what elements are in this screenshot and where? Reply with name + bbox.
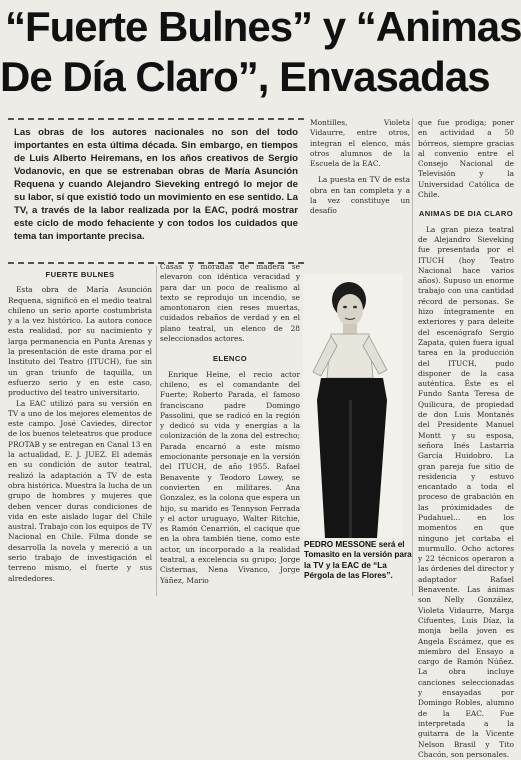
headline <box>0 0 521 120</box>
column-fuerte-bulnes <box>8 266 152 600</box>
headline-line-2: De Día Claro”, Envasadas <box>0 53 490 100</box>
lead-box <box>8 118 304 264</box>
photo-pedro-messone <box>303 274 403 538</box>
photo-caption: PEDRO MESSONE será el Tomasito en la versión para la TV y la EAC de “La Pérgola de las Flores”. <box>304 540 412 581</box>
paragraph: La puesta en TV de esta obra en tan completa y a la vez constituye un desafío <box>310 175 410 216</box>
column-divider <box>412 118 413 596</box>
paragraph: Esta obra de María Asunción Requena, significó en el medio teatral chileno un serio aporte costumbrista y a la vez histórico. La autora conoce esta realidad, por su nacimiento y larga permanencia en Punta Arenas y la presentación de este drama por el Instituto del Teatro (ITUCH), fue sin un gran triunfo de taquilla, un esfuerzo serio y en este caso, productivo del teatro universitario. <box>8 285 152 398</box>
actor-portrait-image <box>303 274 403 538</box>
column-divider <box>156 266 157 596</box>
section-heading-fuerte-bulnes: FUERTE BULNES <box>45 270 115 279</box>
section-heading-elenco: ELENCO <box>212 354 248 364</box>
section-heading-animas: ANIMAS DE DIA CLARO <box>418 209 514 219</box>
paragraph: La gran pieza teatral de Alejandro Sieveking fue presentada por el ITUCH (hoy Teatro Nacional hace varios años). Supuso un enorme trabajo con una cantidad récord de personas. Se hizo íntegramente en exteriores y para deleite del escenógrafo Sergio Zapata, quien fuera igual tarea en la producción del ITUCH, pudo disponer de la casa auténtica. Éste es el Fundo Santa Teresa de Quilicura, de propiedad de don Luis Montanés del Presidente Manuel Montt y su esposa, señora Inés Lastarria García Huidobro. La gran pareja fue sitio de residencia y estuvo encantado a toda el proceso de grabación en las próximidades de Pudahuel... en los momentos en que ninguno jet cortaba el murmullo. Ocho actores y 22 técnicos operaron a las órdenes del director y adaptador Rafael Benavente. Las ánimas son Nelly González, Violeta Vidaurre, Marga Cifuentes, Luis Díaz, la monja bella joven es Angela Escámez, que es miembro del Ensayo a cargo de Ramón Núñez. La obra incluye canciones seleccionadas y ensayadas por Domingo Robles, alumno de la EAC. Fue interpretada a la guitarra de la Vicente Nelson Brasil y Tito Chacón, son personales. <box>418 224 514 759</box>
column-elenco <box>160 262 300 600</box>
paragraph: La EAC utilizó para su versión en TV a uno de los mejores elementos de este campo. José Caviedes, director de los buenos teleteatros que produce PROTAB y se entregan en Canal 13 en la actualidad, E. J. JUEZ. El además en su condición de autor teatral, realizó la adaptación a TV de esta obra histórica. Muestra la lucha de un grupo de hombres y mujeres que deben vencer duras condiciones de vida en este aislado lugar del Chile austral. Trabajo con los equipos de TV Nacional en Chile. Filma donde se desarrolla la novela y mereció a un serio trabajo de investigación el terreno mismo, el fuerte y sus alrededores. <box>8 398 152 583</box>
column-animas <box>418 118 514 759</box>
paragraph: Montilles, Violeta Vidaurre, entre otros, integran el elenco, más otros alumnos de la Escuela de la EAC. <box>310 118 410 169</box>
lead-paragraph: Las obras de los autores nacionales no son del todo importantes en esta última década. Sin embargo, en tiempos de Luis Alberto Heiremans, en los años creativos de Sergio Vodanovic, en que se estrenaban obras de María Asunción Requena y cuando Alejandro Sieveking entregó lo mejor de su labor, sí que existió todo un movimiento en ese sentido. La TV, a través de la labor realizada por la EAC, podrá mostrar este ciclo de modo fehaciente y con todos los cuidados que tema tan importante precisa. <box>14 127 298 242</box>
column-continued <box>310 118 410 268</box>
paragraph: Casas y moradas de madera se elevaron con idéntica veracidad y para dar un poco de realismo al texto se reprodujo un incendio, se amontonaron cien reses muertas, cuidados rebaños de verdad y en el plano teatral, un elenco de 28 seleccionados actores. <box>160 262 300 344</box>
headline-line-1: “Fuerte Bulnes” y “Animas <box>5 3 521 50</box>
paragraph: Enrique Heine, el recio actor chileno, es el comandante del Fuerte; Roberto Parada, el famoso franciscano padre Domingo Passolini, que se radicó en la región y dedicó su vida y energías a la colonización de la zona del estrecho; Parada encarnó a este mismo emocionante personaje en la versión del ITUCH, de año 1955. Rafael Benavente y Teodoro Lowey, se convierten en militares. Ana Gonzalez, es la colona que espera un hijo, su marido es Tennyson Ferrada y el actor uruguayo, Walter Ritchie, es Ramón Cenarrión, el cacique que en la obra también tiene, como este actor, un incorporado a la realidad teatral, a excelencia su grupo; Jorge Cisternas, Nena Vivanco, Jorge Yáñez, Mario <box>160 369 300 585</box>
paragraph: que fue prodiga; poner en actividad a 50 bórreos, siempre gracias al convenio entre el Consejo Nacional de Televisión y la Universidad Católica de Chile. <box>418 118 514 200</box>
